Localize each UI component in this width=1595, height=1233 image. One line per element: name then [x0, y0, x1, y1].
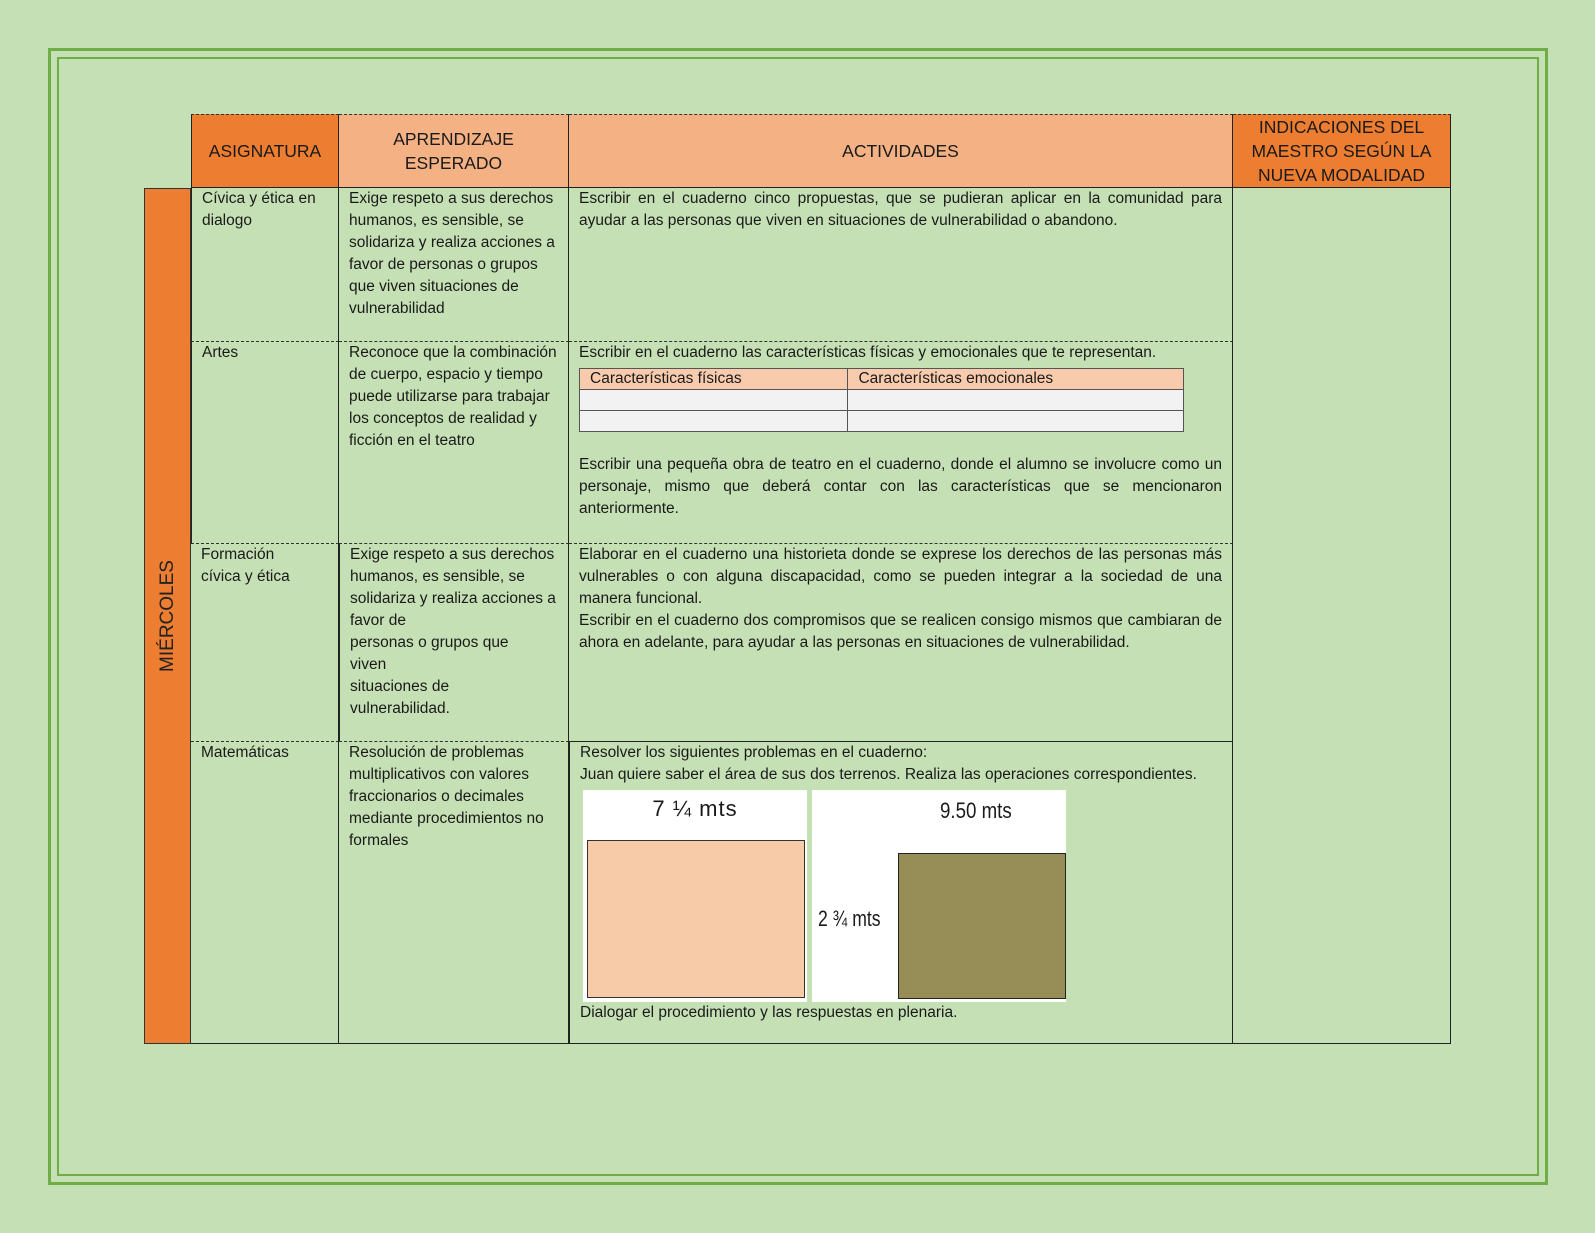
indicaciones-column [1233, 188, 1451, 1044]
row1-asignatura: Cívica y ética en dialogo [191, 188, 339, 342]
row4-actividades-outro: Dialogar el procedimiento y las respuestas en plenaria. [580, 1004, 958, 1021]
row4-actividades-problem: Juan quiere saber el área de sus dos terrenos. Realiza las operaciones correspondientes. [580, 766, 1197, 783]
row4-aprendizaje: Resolución de problemas multiplicativos con valores fraccionarios o decimales mediante procedimientos no formales [339, 742, 569, 1044]
row3-aprendizaje-line: personas o grupos que viven [350, 634, 509, 673]
terrain2-height-label: 2 ¾ mts [818, 906, 881, 931]
terrain-figure-1 [583, 790, 807, 1002]
day-label: MIÉRCOLES [156, 560, 178, 672]
header-indicaciones: INDICACIONES DEL MAESTRO SEGÚN LA NUEVA MODALIDAD [1233, 114, 1451, 188]
row3-actividades-p2: Escribir en el cuaderno dos compromisos que se realicen consigo mismos que cambiaran de ahora en adelante, para ayudar a las personas en situaciones de vulnerabilidad. [579, 612, 1222, 651]
terrain1-square [587, 840, 805, 998]
row3-aprendizaje [339, 544, 569, 742]
row2-actividades-outro: Escribir una pequeña obra de teatro en el cuaderno, donde el alumno se involucre como un personaje, mismo que deberá contar con las características que se mencionaron anteriormente. [579, 456, 1222, 517]
row1-actividades: Escribir en el cuaderno cinco propuestas, que se pudieran aplicar en la comunidad para ayudar a las personas que viven en situaciones de vulnerabilidad o abandono. [569, 188, 1233, 342]
row4-asignatura: Matemáticas [191, 742, 339, 1044]
row4-actividades-intro: Resolver los siguientes problemas en el cuaderno: [580, 744, 928, 761]
characteristics-cell [848, 390, 1184, 411]
header-aprendizaje: APRENDIZAJE ESPERADO [339, 114, 569, 188]
terrain1-width-label: 7 ¼ mts [652, 796, 738, 821]
characteristics-cell [580, 390, 848, 411]
characteristics-header-fisicas: Características físicas [580, 369, 848, 390]
terrain2-rectangle [898, 853, 1066, 999]
row3-aprendizaje-line: Exige respeto a sus derechos humanos, es sensible, se solidariza y realiza acciones a favor de [350, 546, 556, 629]
characteristics-cell [580, 411, 848, 432]
schedule-table [191, 114, 1451, 1044]
terrain2-width-label: 9.50 mts [940, 798, 1012, 823]
row2-actividades-intro: Escribir en el cuaderno las características físicas y emocionales que te representan. [579, 344, 1157, 361]
header-asignatura: ASIGNATURA [191, 114, 339, 188]
row4-actividades [569, 742, 1233, 1044]
row3-asignatura: Formación cívica y ética [191, 544, 339, 742]
terrain-figure-2 [812, 790, 1066, 1002]
terrain-figures [580, 790, 1222, 1002]
row2-asignatura: Artes [191, 342, 339, 544]
row2-actividades [569, 342, 1233, 544]
row3-aprendizaje-line: situaciones de vulnerabilidad. [350, 678, 450, 717]
row3-actividades [569, 544, 1233, 742]
day-label-bar [144, 188, 191, 1044]
characteristics-header-emocionales: Características emocionales [848, 369, 1184, 390]
row2-aprendizaje: Reconoce que la combinación de cuerpo, espacio y tiempo puede utilizarse para trabajar los conceptos de realidad y ficción en el teatro [339, 342, 569, 544]
characteristics-cell [848, 411, 1184, 432]
row3-actividades-p1: Elaborar en el cuaderno una historieta donde se exprese los derechos de las personas más vulnerables o con alguna discapacidad, como se pueden integrar a la sociedad de una manera funcional. [579, 546, 1222, 607]
header-actividades: ACTIVIDADES [569, 114, 1233, 188]
row1-aprendizaje: Exige respeto a sus derechos humanos, es sensible, se solidariza y realiza acciones a favor de personas o grupos que viven situaciones de vulnerabilidad [339, 188, 569, 342]
characteristics-table [579, 368, 1184, 432]
